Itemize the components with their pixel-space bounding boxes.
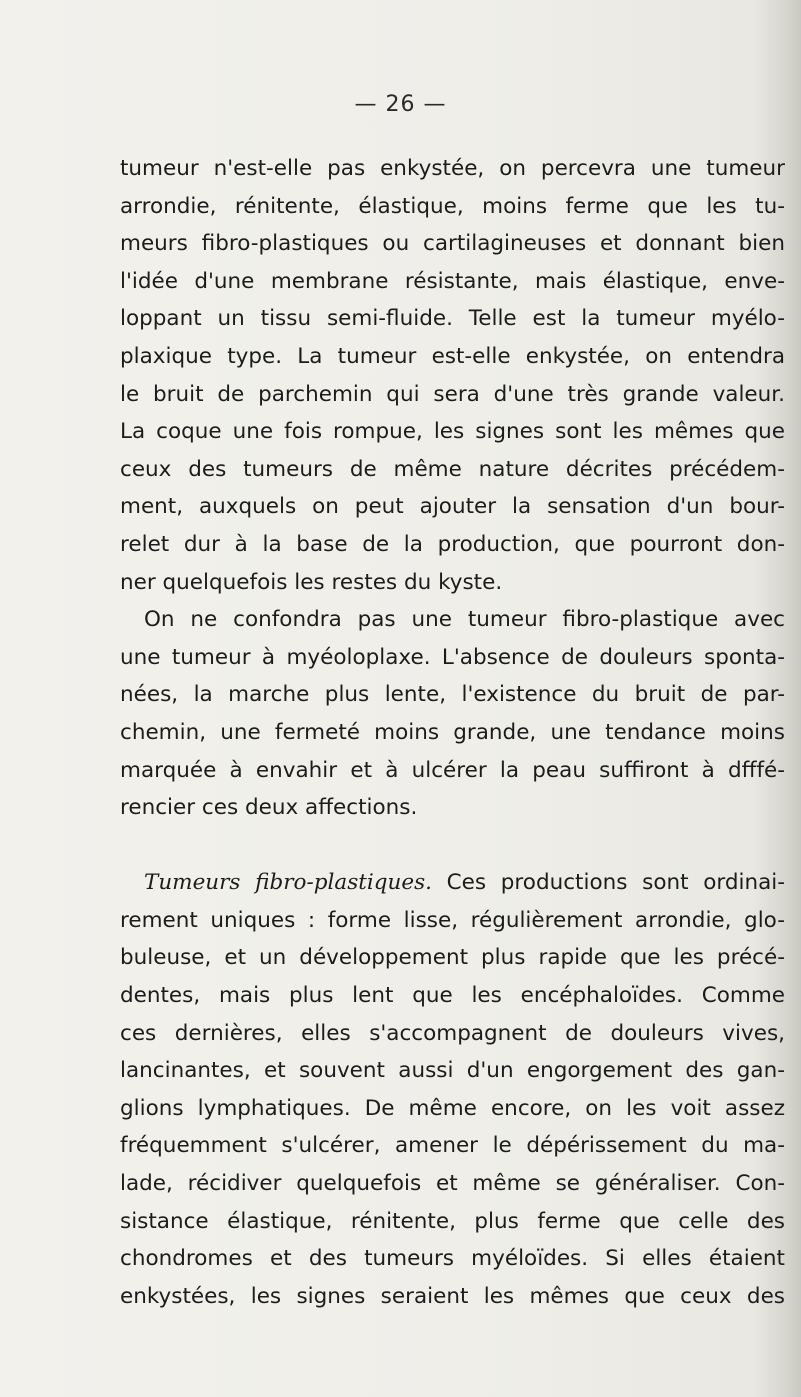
body-text (120, 150, 785, 1315)
text-line: marquée à envahir et à ulcérer la peau suffiront à dfffé- (120, 757, 785, 783)
text-line: nées, la marche plus lente, l'existence du bruit de par- (120, 682, 785, 708)
text-line: ces dernières, elles s'accompagnent de douleurs vives, (120, 1020, 785, 1046)
text-line: ceux des tumeurs de même nature décrites précédem- (120, 456, 785, 482)
text-line: rencier ces deux affections. (120, 795, 418, 821)
text-line: loppant un tissu semi-fluide. Telle est la tumeur myélo- (120, 306, 785, 332)
text-line: ment, auxquels on peut ajouter la sensation d'un bour- (120, 494, 785, 520)
text-line: tumeur n'est-elle pas enkystée, on percevra une tumeur (120, 156, 785, 181)
text-line: La coque une fois rompue, les signes sont les mêmes que (120, 419, 785, 445)
text-line: fréquemment s'ulcérer, amener le dépérissement du ma- (120, 1133, 785, 1159)
text-line: meurs fibro-plastiques ou cartilagineuses et donnant bien (120, 231, 785, 257)
text-line: arrondie, rénitente, élastique, moins ferme que les tu- (120, 193, 785, 219)
text-line: plaxique type. La tumeur est-elle enkystée, on entendra (120, 343, 785, 369)
text-line: relet dur à la base de la production, que pourront don- (120, 531, 785, 557)
text-line: l'idée d'une membrane résistante, mais élastique, enve- (120, 268, 785, 294)
text-line: le bruit de parchemin qui sera d'une très grande valeur. (120, 381, 785, 407)
text-line: rement uniques : forme lisse, régulièrement arrondie, glo- (120, 907, 785, 933)
text-line: buleuse, et un développement plus rapide que les précé- (120, 945, 785, 971)
text-line: dentes, mais plus lent que les encéphaloïdes. Comme (120, 983, 785, 1009)
text-line: lade, récidiver quelquefois et même se généraliser. Con- (120, 1171, 785, 1197)
page-number: — 26 — (354, 92, 447, 117)
text-line: lancinantes, et souvent aussi d'un engorgement des gan- (120, 1058, 785, 1084)
text-line: enkystées, les signes seraient les mêmes que ceux des (120, 1283, 785, 1309)
heading-line-rest: Ces productions sont ordinai- (446, 870, 785, 896)
text-line: ner quelquefois les restes du kyste. (120, 569, 503, 595)
paragraph-gap (120, 827, 785, 865)
section-heading: Tumeurs fibro-plastiques. (144, 870, 432, 896)
text-line: On ne confondra pas une tumeur fibro-plastique avec (144, 607, 785, 633)
text-line: sistance élastique, rénitente, plus ferme que celle des (120, 1208, 785, 1234)
text-line: une tumeur à myéoloplaxe. L'absence de douleurs sponta- (120, 644, 785, 670)
text-line: glions lymphatiques. De même encore, on les voit assez (120, 1095, 785, 1121)
text-line: chemin, une fermeté moins grande, une tendance moins (120, 719, 785, 745)
text-line: chondromes et des tumeurs myéloïdes. Si elles étaient (120, 1246, 785, 1272)
text-line-with-heading (120, 864, 785, 902)
